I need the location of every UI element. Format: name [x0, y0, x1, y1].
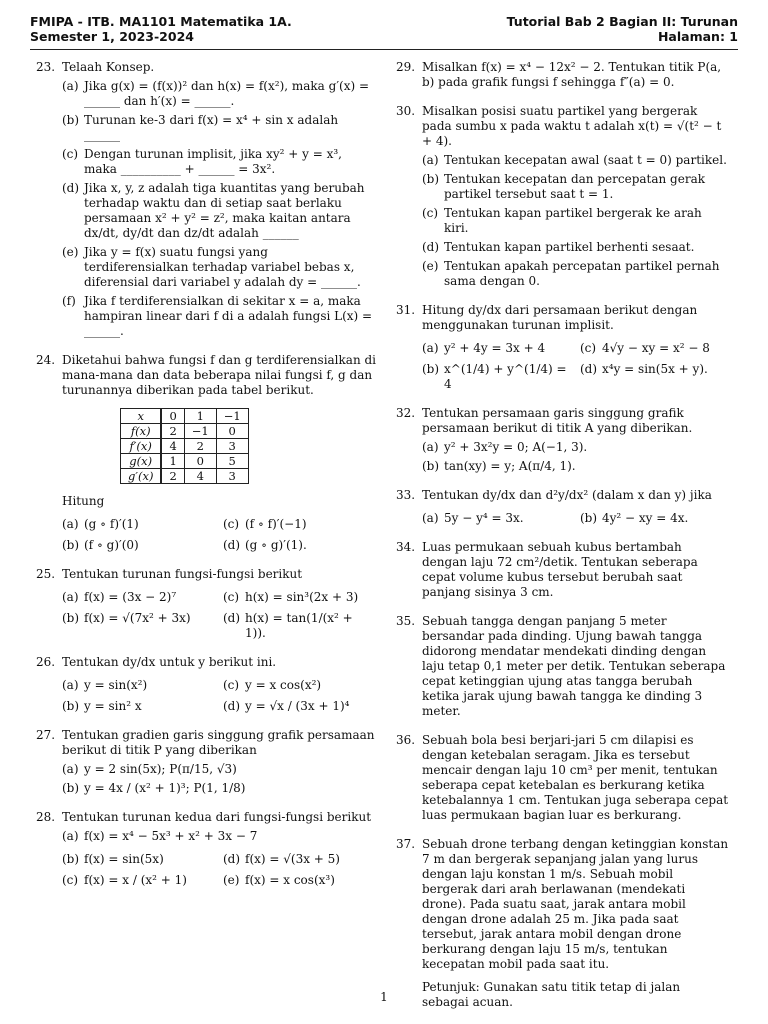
- table-cell: 2: [184, 439, 216, 454]
- sub-label: (d): [422, 240, 440, 254]
- sub-text: Turunan ke-3 dari f(x) = x⁴ + sin x adalah ______: [84, 113, 339, 142]
- question-number: 30.: [396, 104, 416, 118]
- sub-label: (c): [580, 341, 597, 355]
- sub-label: (a): [62, 762, 79, 776]
- sub-label: (c): [62, 147, 79, 161]
- sub-label: (a): [62, 590, 79, 604]
- table-cell: 3: [216, 439, 248, 454]
- table-cell: 1: [161, 454, 184, 469]
- sub-item: [223, 852, 376, 867]
- hint-text: Petunjuk: Gunakan satu titik tetap di jalan sebagai acuan.: [422, 980, 681, 1009]
- sub-label: (b): [422, 362, 440, 376]
- table-cell: 2: [161, 424, 184, 439]
- question-number: 28.: [36, 810, 56, 824]
- sub-item: [223, 517, 376, 532]
- table-cell: 2: [161, 469, 184, 484]
- sub-item: [580, 362, 730, 392]
- sub-label: (b): [62, 781, 80, 795]
- question-29: [396, 60, 730, 90]
- question-text: Sebuah bola besi berjari-jari 5 cm dilapisi es dengan ketebalan seragam. Jika es tersebut mencair dengan laju 10 cm³ per menit, tentukan seberapa cepat ketebalan es berkurang ketika ketebalannya 1 cm. Tentukan juga seberapa cepat luas permukaan bagian luar es berkurang.: [422, 733, 729, 822]
- sub-text: f(x) = x⁴ − 5x³ + x² + 3x − 7: [84, 829, 258, 843]
- table-cell: 0: [216, 424, 248, 439]
- sub-label: (b): [62, 699, 80, 713]
- sub-item: [62, 294, 376, 339]
- sub-item: [422, 206, 730, 236]
- table-cell: f′(x): [121, 439, 162, 454]
- table-row: [121, 454, 249, 469]
- sub-label: (c): [62, 873, 79, 887]
- sub-text: Dengan turunan implisit, jika xy² + y = x³, maka __________ + ______ = 3x².: [84, 147, 342, 176]
- sub-label: (d): [223, 538, 241, 552]
- question-36: [396, 733, 730, 823]
- question-number: 37.: [396, 837, 416, 851]
- question-text: Tentukan persamaan garis singgung grafik persamaan berikut di titik A yang diberikan.: [422, 406, 693, 435]
- sub-item: [422, 341, 572, 356]
- question-text: Hitung dy/dx dari persamaan berikut dengan menggunakan turunan implisit.: [422, 303, 698, 332]
- sub-label: (a): [62, 678, 79, 692]
- sub-label: (b): [422, 459, 440, 473]
- table-cell: 4: [161, 439, 184, 454]
- question-26: [36, 655, 376, 714]
- sub-text: y = x cos(x²): [245, 678, 322, 692]
- sub-label: (a): [422, 341, 439, 355]
- sub-label: (a): [62, 517, 79, 531]
- sub-item: [223, 699, 376, 714]
- sub-items-grid: [62, 678, 376, 714]
- question-number: 35.: [396, 614, 416, 628]
- question-24: [36, 353, 376, 553]
- sub-text: Tentukan kapan partikel berhenti sesaat.: [444, 240, 695, 254]
- question-text: Tentukan dy/dx untuk y berikut ini.: [62, 655, 277, 669]
- sub-item: [422, 459, 730, 474]
- question-text: Sebuah tangga dengan panjang 5 meter bersandar pada dinding. Ujung bawah tangga didorong mendatar mendekati dinding dengan laju tetap 0,1 meter per detik. Tentukan seberapa cepat ketinggian ujung atas tangga berubah ketika jarak ujung bawah tangga ke dinding 3 meter.: [422, 614, 726, 718]
- sub-text: y = 2 sin(5x); P(π/15, √3): [84, 762, 237, 776]
- table-cell: 3: [216, 469, 248, 484]
- sub-item: [223, 590, 376, 605]
- tutorial-title: Tutorial Bab 2 Bagian II: Turunan: [506, 14, 738, 29]
- question-text: Tentukan gradien garis singgung grafik persamaan berikut di titik P yang diberikan: [62, 728, 375, 757]
- sub-item: [422, 172, 730, 202]
- table-cell: −1: [216, 409, 248, 424]
- question-28: [36, 810, 376, 888]
- sub-text: f(x) = (3x − 2)⁷: [84, 590, 177, 604]
- question-33: [396, 488, 730, 526]
- table-cell: 1: [184, 409, 216, 424]
- sub-label: (e): [223, 873, 240, 887]
- sub-item: [422, 153, 730, 168]
- sub-text: f(x) = √(3x + 5): [245, 852, 340, 866]
- table-row: [121, 409, 249, 424]
- sub-items-grid: [422, 511, 730, 526]
- sub-label: (b): [62, 611, 80, 625]
- table-row: [121, 424, 249, 439]
- sub-items-grid: [422, 341, 730, 392]
- sub-items-grid: [62, 590, 376, 641]
- sub-item: [223, 678, 376, 693]
- question-30: [396, 104, 730, 289]
- question-23: [36, 60, 376, 339]
- question-number: 29.: [396, 60, 416, 74]
- question-text: Sebuah drone terbang dengan ketinggian konstan 7 m dan bergerak sepanjang jalan yang lurus dengan laju konstan 1 m/s. Sebuah mobil bergerak dari arah berlawanan (mendekati drone). Pada suatu saat, jarak antara mobil dengan drone adalah 25 m. Jika pada saat tersebut, jarak antara mobil dengan drone berkurang dengan laju 15 m/s, tentukan kecepatan mobil pada saat itu.: [422, 837, 729, 971]
- sub-items-grid: [62, 517, 376, 553]
- sub-text: y = 4x / (x² + 1)³; P(1, 1/8): [84, 781, 246, 795]
- sub-label: (a): [422, 440, 439, 454]
- table-cell: 0: [184, 454, 216, 469]
- question-text: Tentukan turunan kedua dari fungsi-fungsi berikut: [62, 810, 372, 824]
- table-cell: x: [121, 409, 162, 424]
- sub-label: (f): [62, 294, 76, 308]
- sub-item: [62, 873, 215, 888]
- sub-text: Tentukan apakah percepatan partikel pernah sama dengan 0.: [444, 259, 720, 288]
- sub-item: [62, 699, 215, 714]
- sub-item: [62, 79, 376, 109]
- sub-item: [422, 440, 730, 455]
- sub-item: [422, 240, 730, 255]
- question-text: Diketahui bahwa fungsi f dan g terdiferensialkan di mana-mana dan data beberapa nilai fungsi f, g dan turunannya diberikan pada tabel berikut.: [62, 353, 377, 397]
- sub-text: x^(1/4) + y^(1/4) = 4: [444, 362, 567, 391]
- sub-text: f(x) = x / (x² + 1): [84, 873, 187, 887]
- question-number: 25.: [36, 567, 56, 581]
- sub-item: [422, 362, 572, 392]
- sub-text: x⁴y = sin(5x + y).: [602, 362, 708, 376]
- sub-label: (a): [62, 829, 79, 843]
- sub-label: (c): [223, 517, 240, 531]
- sub-label: (c): [223, 590, 240, 604]
- sub-label: (d): [223, 852, 241, 866]
- question-text: Luas permukaan sebuah kubus bertambah dengan laju 72 cm²/detik. Tentukan seberapa cepat volume kubus tersebut berubah saat panjang sisinya 3 cm.: [422, 540, 698, 599]
- question-37: [396, 837, 730, 1010]
- sub-text: h(x) = tan(1/(x² + 1)).: [245, 611, 353, 640]
- table-cell: g(x): [121, 454, 162, 469]
- sub-item: [62, 852, 215, 867]
- right-column: [396, 60, 730, 1024]
- sub-label: (a): [422, 153, 439, 167]
- sub-text: y² + 4y = 3x + 4: [444, 341, 546, 355]
- sub-label: (b): [62, 538, 80, 552]
- question-text: Misalkan f(x) = x⁴ − 12x² − 2. Tentukan titik P(a, b) pada grafik fungsi f sehingga f″(a) = 0.: [422, 60, 722, 89]
- sub-label: (a): [422, 511, 439, 525]
- table-cell: 4: [184, 469, 216, 484]
- sub-text: h(x) = sin³(2x + 3): [245, 590, 359, 604]
- sub-item: [62, 113, 376, 143]
- sub-text: tan(xy) = y; A(π/4, 1).: [444, 459, 576, 473]
- sub-text: Jika f terdiferensialkan di sekitar x = a, maka hampiran linear dari f di a adalah fungsi L(x) = ______.: [84, 294, 373, 338]
- semester-label: Semester 1, 2023-2024: [30, 29, 194, 44]
- sub-text: f(x) = sin(5x): [84, 852, 164, 866]
- sub-item: [580, 341, 730, 356]
- sub-text: y² + 3x²y = 0; A(−1, 3).: [444, 440, 588, 454]
- question-text: Tentukan turunan fungsi-fungsi berikut: [62, 567, 303, 581]
- question-32: [396, 406, 730, 474]
- sub-text: 5y − y⁴ = 3x.: [444, 511, 524, 525]
- question-number: 24.: [36, 353, 56, 367]
- sub-item: [62, 611, 215, 641]
- sub-text: 4y² − xy = 4x.: [602, 511, 689, 525]
- course-title: FMIPA - ITB. MA1101 Matematika 1A.: [30, 14, 292, 29]
- sub-text: f(x) = x cos(x³): [245, 873, 335, 887]
- table-cell: 0: [161, 409, 184, 424]
- question-31: [396, 303, 730, 392]
- table-cell: 5: [216, 454, 248, 469]
- sub-item: [62, 678, 215, 693]
- value-table: [120, 408, 249, 484]
- sub-text: (g ∘ g)′(1).: [245, 538, 307, 552]
- sub-text: y = sin² x: [84, 699, 142, 713]
- sub-text: Jika g(x) = (f(x))² dan h(x) = f(x²), maka g′(x) = ______ dan h′(x) = ______.: [84, 79, 370, 108]
- sub-item: [62, 781, 376, 796]
- sub-label: (e): [422, 259, 439, 273]
- table-cell: −1: [184, 424, 216, 439]
- question-number: 36.: [396, 733, 416, 747]
- sub-text: f(x) = √(7x² + 3x): [84, 611, 191, 625]
- sub-item: [62, 762, 376, 777]
- sub-label: (c): [422, 206, 439, 220]
- table-row: [121, 439, 249, 454]
- table-row: [121, 469, 249, 484]
- hitung-label: Hitung: [62, 494, 105, 508]
- sub-label: (e): [62, 245, 79, 259]
- sub-label: (b): [580, 511, 598, 525]
- sub-text: y = sin(x²): [84, 678, 148, 692]
- sub-item: [62, 181, 376, 241]
- sub-item: [223, 611, 376, 641]
- sub-text: (f ∘ f)′(−1): [245, 517, 307, 531]
- header-divider: [30, 49, 738, 50]
- sub-item: [422, 259, 730, 289]
- question-text: Misalkan posisi suatu partikel yang bergerak pada sumbu x pada waktu t adalah x(t) = √(t² − t + 4).: [422, 104, 722, 148]
- sub-label: (d): [62, 181, 80, 195]
- sub-label: (d): [223, 611, 241, 625]
- page-number: 1: [380, 990, 388, 1004]
- sub-item: [62, 147, 376, 177]
- question-35: [396, 614, 730, 719]
- sub-text: Tentukan kecepatan awal (saat t = 0) partikel.: [444, 153, 727, 167]
- sub-item: [580, 511, 730, 526]
- sub-text: y = √x / (3x + 1)⁴: [245, 699, 350, 713]
- sub-item: [223, 538, 376, 553]
- question-34: [396, 540, 730, 600]
- sub-label: (b): [62, 852, 80, 866]
- sub-text: Jika x, y, z adalah tiga kuantitas yang berubah terhadap waktu dan di setiap saat berlaku persamaan x² + y² = z², maka kaitan antara dx/dt, dy/dt dan dz/dt adalah ______: [84, 181, 365, 240]
- sub-text: 4√y − xy = x² − 8: [602, 341, 710, 355]
- sub-text: Tentukan kecepatan dan percepatan gerak partikel tersebut saat t = 1.: [444, 172, 705, 201]
- question-number: 27.: [36, 728, 56, 742]
- question-text: Telaah Konsep.: [62, 60, 155, 74]
- question-number: 31.: [396, 303, 416, 317]
- sub-label: (b): [422, 172, 440, 186]
- question-number: 34.: [396, 540, 416, 554]
- sub-item: [223, 873, 376, 888]
- sub-label: (a): [62, 79, 79, 93]
- page-label: Halaman: 1: [657, 29, 738, 44]
- sub-label: (c): [223, 678, 240, 692]
- sub-label: (b): [62, 113, 80, 127]
- sub-item: [62, 590, 215, 605]
- left-column: [36, 60, 376, 902]
- sub-item: [422, 511, 572, 526]
- sub-label: (d): [223, 699, 241, 713]
- sub-item: [62, 538, 215, 553]
- sub-text: (g ∘ f)′(1): [84, 517, 139, 531]
- sub-text: (f ∘ g)′(0): [84, 538, 139, 552]
- question-25: [36, 567, 376, 641]
- sub-item: [62, 245, 376, 290]
- sub-items-grid: [62, 852, 376, 888]
- question-number: 32.: [396, 406, 416, 420]
- table-cell: g′(x): [121, 469, 162, 484]
- question-number: 23.: [36, 60, 56, 74]
- sub-label: (d): [580, 362, 598, 376]
- sub-text: Jika y = f(x) suatu fungsi yang terdiferensialkan terhadap variabel bebas x, diferensial dari variabel y adalah dy = ______.: [84, 245, 361, 289]
- question-text: Tentukan dy/dx dan d²y/dx² (dalam x dan y) jika: [422, 488, 712, 502]
- sub-item: [62, 517, 215, 532]
- question-27: [36, 728, 376, 796]
- table-cell: f(x): [121, 424, 162, 439]
- question-number: 26.: [36, 655, 56, 669]
- sub-text: Tentukan kapan partikel bergerak ke arah kiri.: [444, 206, 702, 235]
- question-number: 33.: [396, 488, 416, 502]
- sub-item: [62, 829, 376, 844]
